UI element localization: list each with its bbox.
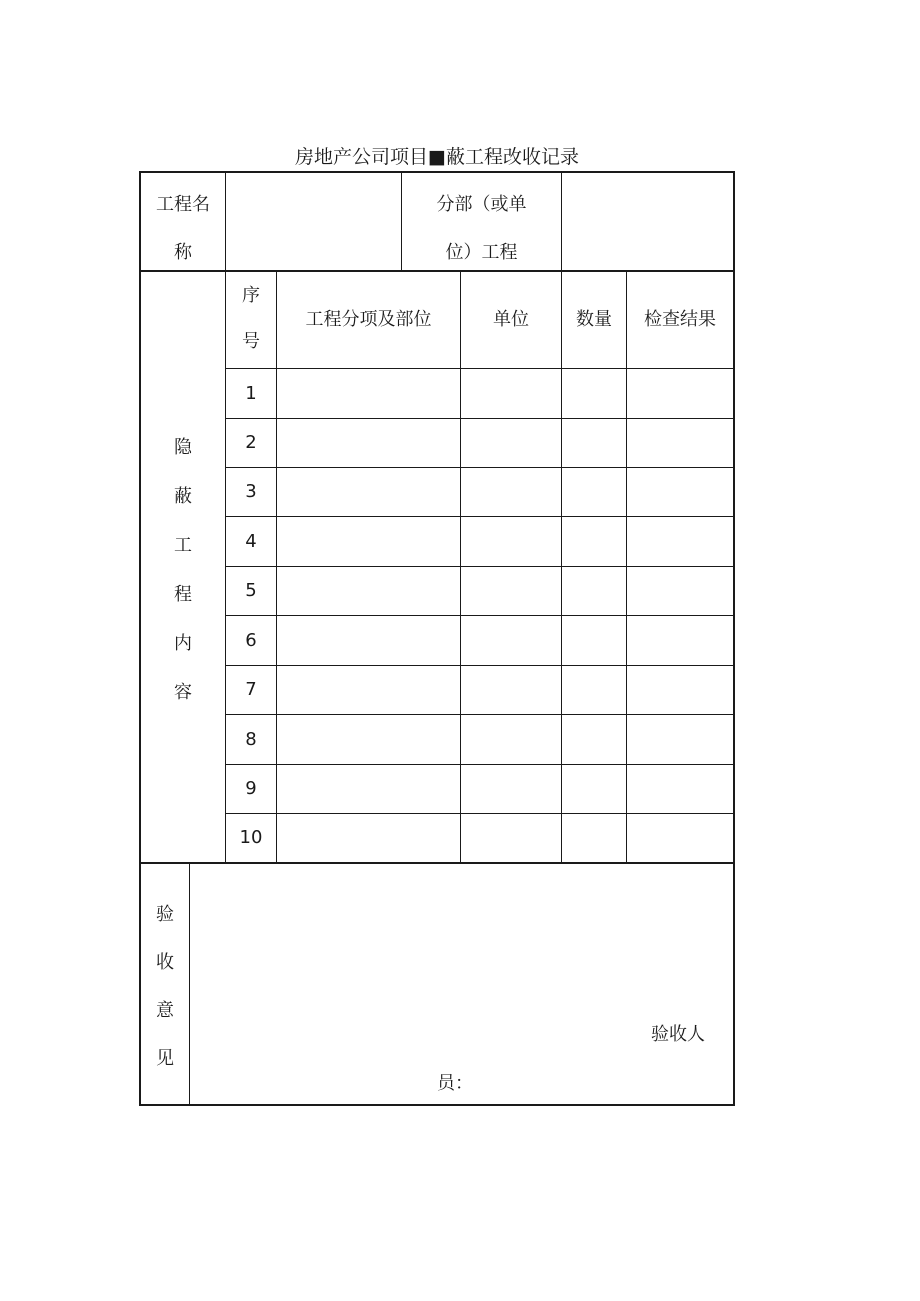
acceptance-opinion-label: 验 收 意 见 (156, 904, 174, 1069)
row-result[interactable] (627, 666, 733, 714)
project-name-label: 工程名 称 (156, 194, 210, 263)
row-unit[interactable] (461, 666, 561, 714)
row-quantity[interactable] (562, 814, 626, 862)
row-number: 10 (239, 827, 263, 848)
row-item[interactable] (277, 616, 460, 665)
row-quantity[interactable] (562, 419, 626, 467)
row-number: 7 (245, 679, 257, 700)
row-quantity[interactable] (562, 369, 626, 418)
row-item[interactable] (277, 369, 460, 418)
row-result[interactable] (627, 814, 733, 862)
row-number: 5 (245, 580, 257, 601)
row-result[interactable] (627, 517, 733, 566)
row-unit[interactable] (461, 567, 561, 615)
row-unit[interactable] (461, 715, 561, 764)
row-unit[interactable] (461, 616, 561, 665)
row-unit[interactable] (461, 814, 561, 862)
document-title: 房地产公司项目■蔽工程改收记录 (295, 146, 579, 168)
row-result[interactable] (627, 765, 733, 813)
row-unit[interactable] (461, 517, 561, 566)
row-number: 9 (245, 778, 257, 799)
row-result[interactable] (627, 369, 733, 418)
row-result[interactable] (627, 468, 733, 516)
subproject-value[interactable] (562, 173, 733, 270)
row-result[interactable] (627, 715, 733, 764)
acceptance-record-table (139, 171, 735, 1106)
column-header-no: 序 号 (242, 285, 260, 352)
row-item[interactable] (277, 517, 460, 566)
row-result[interactable] (627, 616, 733, 665)
column-header-unit: 单位 (493, 309, 529, 330)
row-unit[interactable] (461, 369, 561, 418)
row-quantity[interactable] (562, 468, 626, 516)
row-quantity[interactable] (562, 517, 626, 566)
column-header-result: 检查结果 (644, 309, 716, 330)
row-item[interactable] (277, 419, 460, 467)
row-quantity[interactable] (562, 765, 626, 813)
row-number: 4 (245, 530, 257, 552)
row-item[interactable] (277, 567, 460, 615)
row-number: 1 (245, 382, 257, 404)
row-item[interactable] (277, 715, 460, 764)
subproject-label: 分部（或单 位）工程 (436, 194, 527, 263)
row-unit[interactable] (461, 468, 561, 516)
row-item[interactable] (277, 814, 460, 862)
row-number: 6 (245, 629, 257, 651)
acceptance-opinion-content[interactable] (190, 864, 733, 1004)
column-header-item: 工程分项及部位 (305, 309, 432, 330)
column-header-quantity: 数量 (576, 309, 612, 330)
row-unit[interactable] (461, 419, 561, 467)
row-quantity[interactable] (562, 715, 626, 764)
row-item[interactable] (277, 765, 460, 813)
hidden-works-content-label: 隐 蔽 工 程 内 容 (174, 437, 192, 703)
row-result[interactable] (627, 419, 733, 467)
inspector-label: 验收人 (651, 1024, 705, 1045)
row-number: 8 (245, 728, 257, 750)
row-quantity[interactable] (562, 567, 626, 615)
row-unit[interactable] (461, 765, 561, 813)
row-quantity[interactable] (562, 616, 626, 665)
row-result[interactable] (627, 567, 733, 615)
row-number: 3 (245, 481, 257, 502)
row-item[interactable] (277, 468, 460, 516)
inspector-label-continued: 员： (437, 1073, 473, 1094)
row-quantity[interactable] (562, 666, 626, 714)
row-item[interactable] (277, 666, 460, 714)
project-name-value[interactable] (226, 173, 401, 270)
row-number: 2 (245, 432, 257, 453)
